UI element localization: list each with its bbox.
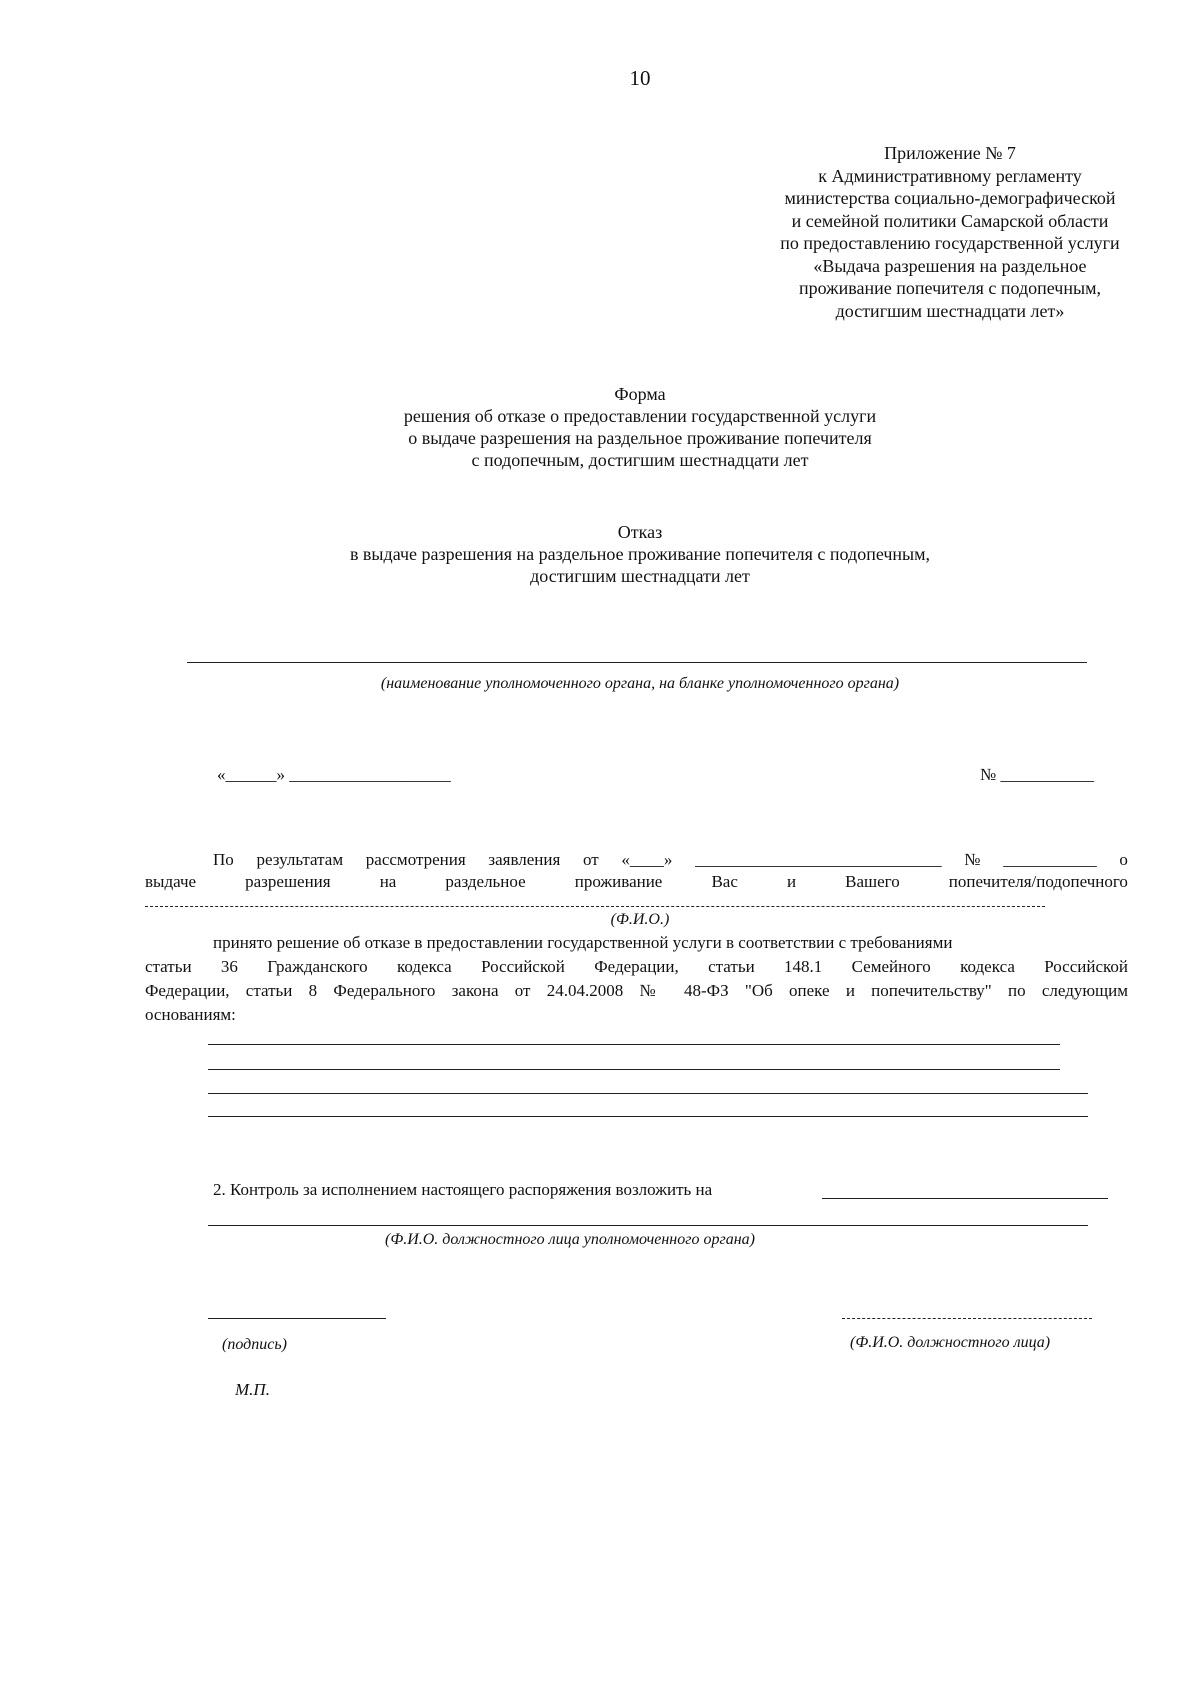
- decision-first-line: принято решение об отказе в предоставлении государственной услуги в соответствии с требованиями: [213, 933, 953, 952]
- refusal-heading-line: Отказ: [617, 522, 663, 542]
- appendix-line: министерства социально-демографической: [784, 188, 1116, 208]
- grounds-line[interactable]: [208, 1044, 1060, 1045]
- application-word: раздельное: [445, 872, 526, 891]
- application-word: По: [213, 850, 234, 869]
- application-word: и: [786, 872, 797, 891]
- application-line-1: [213, 850, 1128, 870]
- page-number: 10: [629, 66, 651, 90]
- appendix-line: и семейной политики Самарской области: [791, 210, 1109, 231]
- appendix-line: проживание попечителя с подопечным,: [799, 278, 1101, 298]
- application-word: результатам: [256, 850, 344, 869]
- application-word: заявления: [488, 850, 561, 869]
- decision-last-line: основаниям:: [145, 1005, 236, 1024]
- number-field[interactable]: № ___________: [980, 765, 1094, 784]
- application-word: Вашего: [845, 872, 900, 891]
- date-field[interactable]: «______» ___________________: [217, 765, 451, 784]
- application-date-blank[interactable]: _____________________________: [695, 850, 942, 869]
- refusal-heading-line: достигшим шестнадцати лет: [530, 566, 750, 586]
- signature-line[interactable]: [208, 1318, 386, 1319]
- stamp-placeholder: М.П.: [235, 1380, 270, 1399]
- form-heading-line: решения об отказе о предоставлении государственной услуги: [403, 406, 877, 426]
- appendix-line: достигшим шестнадцати лет»: [835, 300, 1065, 321]
- appendix-line: по предоставлению государственной услуги: [780, 233, 1120, 253]
- form-heading: [0, 383, 1200, 471]
- application-word: рассмотрения: [365, 850, 466, 869]
- decision-line: статьи 36 Гражданского кодекса Российской Федерации, статьи 148.1 Семейного кодекса Российской: [145, 957, 1128, 976]
- application-word: попечителя/подопечного: [948, 872, 1128, 891]
- application-date-field[interactable]: «____»: [621, 850, 673, 869]
- application-line-2: [145, 872, 1128, 892]
- application-word: №: [964, 850, 981, 869]
- control-name-line[interactable]: [208, 1225, 1088, 1226]
- application-word: выдаче: [145, 872, 197, 891]
- authority-name-line[interactable]: [187, 662, 1087, 663]
- fio-line[interactable]: [145, 906, 1045, 907]
- fio-caption: (Ф.И.О.): [610, 911, 670, 928]
- form-heading-line: с подопечным, достигшим шестнадцати лет: [471, 450, 809, 470]
- application-word: на: [379, 872, 397, 891]
- signature-caption: (подпись): [222, 1336, 287, 1353]
- authority-caption: (наименование уполномоченного органа, на бланке уполномоченного органа): [380, 675, 900, 692]
- application-word: Вас: [711, 872, 738, 891]
- control-inline-line[interactable]: [822, 1198, 1108, 1199]
- application-word: о: [1119, 850, 1128, 869]
- control-text: 2. Контроль за исполнением настоящего распоряжения возложить на: [213, 1180, 713, 1199]
- grounds-line[interactable]: [208, 1116, 1088, 1117]
- application-word: от: [582, 850, 599, 869]
- appendix-reference: [700, 142, 1200, 322]
- appendix-line: Приложение № 7: [884, 143, 1016, 163]
- grounds-line[interactable]: [208, 1093, 1088, 1094]
- application-word: проживание: [574, 872, 663, 891]
- application-number-blank[interactable]: ___________: [1003, 850, 1097, 869]
- official-name-caption: (Ф.И.О. должностного лица): [850, 1334, 1051, 1351]
- official-name-line[interactable]: [842, 1318, 1092, 1319]
- application-word: разрешения: [245, 872, 331, 891]
- grounds-line[interactable]: [208, 1069, 1060, 1070]
- control-caption: (Ф.И.О. должностного лица уполномоченного органа): [385, 1231, 755, 1248]
- appendix-line: к Административному регламенту: [818, 165, 1082, 186]
- refusal-heading-line: в выдаче разрешения на раздельное проживание попечителя с подопечным,: [349, 544, 931, 564]
- form-heading-line: о выдаче разрешения на раздельное проживание попечителя: [408, 428, 872, 448]
- refusal-heading: [0, 521, 1200, 587]
- appendix-line: «Выдача разрешения на раздельное: [813, 255, 1087, 276]
- form-heading-line: Форма: [614, 384, 666, 404]
- decision-line: Федерации, статьи 8 Федерального закона от 24.04.2008 № 48-ФЗ "Об опеке и попечительству" по следующим: [145, 981, 1128, 1000]
